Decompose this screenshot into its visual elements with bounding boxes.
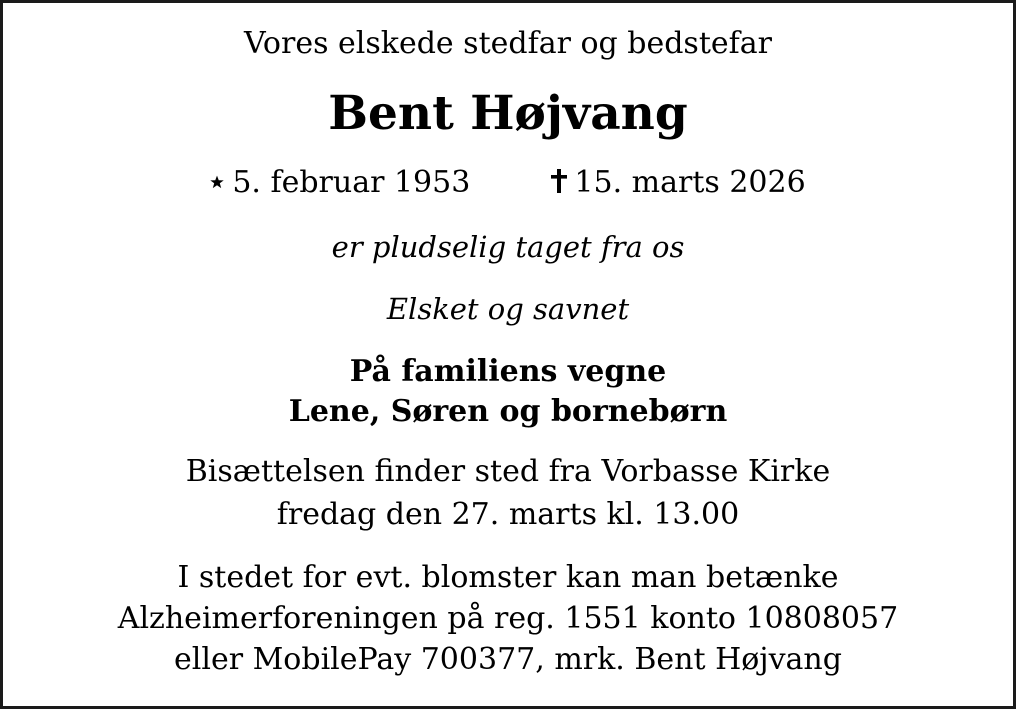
message-text: er pludselig taget fra os	[331, 230, 685, 264]
service-line-1: Bisættelsen finder sted fra Vorbasse Kirke	[185, 454, 831, 489]
death-date: 15. marts 2026	[574, 165, 806, 200]
birth-date-group	[210, 165, 471, 200]
life-dates	[0, 165, 1016, 200]
death-date-group	[551, 165, 806, 200]
intro-text: Vores elskede stedfar og bedstefar	[244, 26, 772, 61]
donation-line-2: Alzheimerforeningen på reg. 1551 konto 10808057	[117, 601, 899, 636]
family-line-2: Lene, Søren og bornebørn	[288, 394, 728, 429]
deceased-name: Bent Højvang	[328, 86, 688, 141]
donation-line-3: eller MobilePay 700377, mrk. Bent Højvang	[174, 642, 842, 677]
cross-icon	[551, 169, 567, 193]
star-icon	[210, 175, 224, 189]
family-line-1: På familiens vegne	[349, 354, 667, 389]
donation-line-1: I stedet for evt. blomster kan man betænke	[177, 560, 839, 595]
birth-date: 5. februar 1953	[232, 165, 471, 200]
service-line-2: fredag den 27. marts kl. 13.00	[276, 497, 740, 532]
tribute-text: Elsket og savnet	[386, 292, 630, 326]
